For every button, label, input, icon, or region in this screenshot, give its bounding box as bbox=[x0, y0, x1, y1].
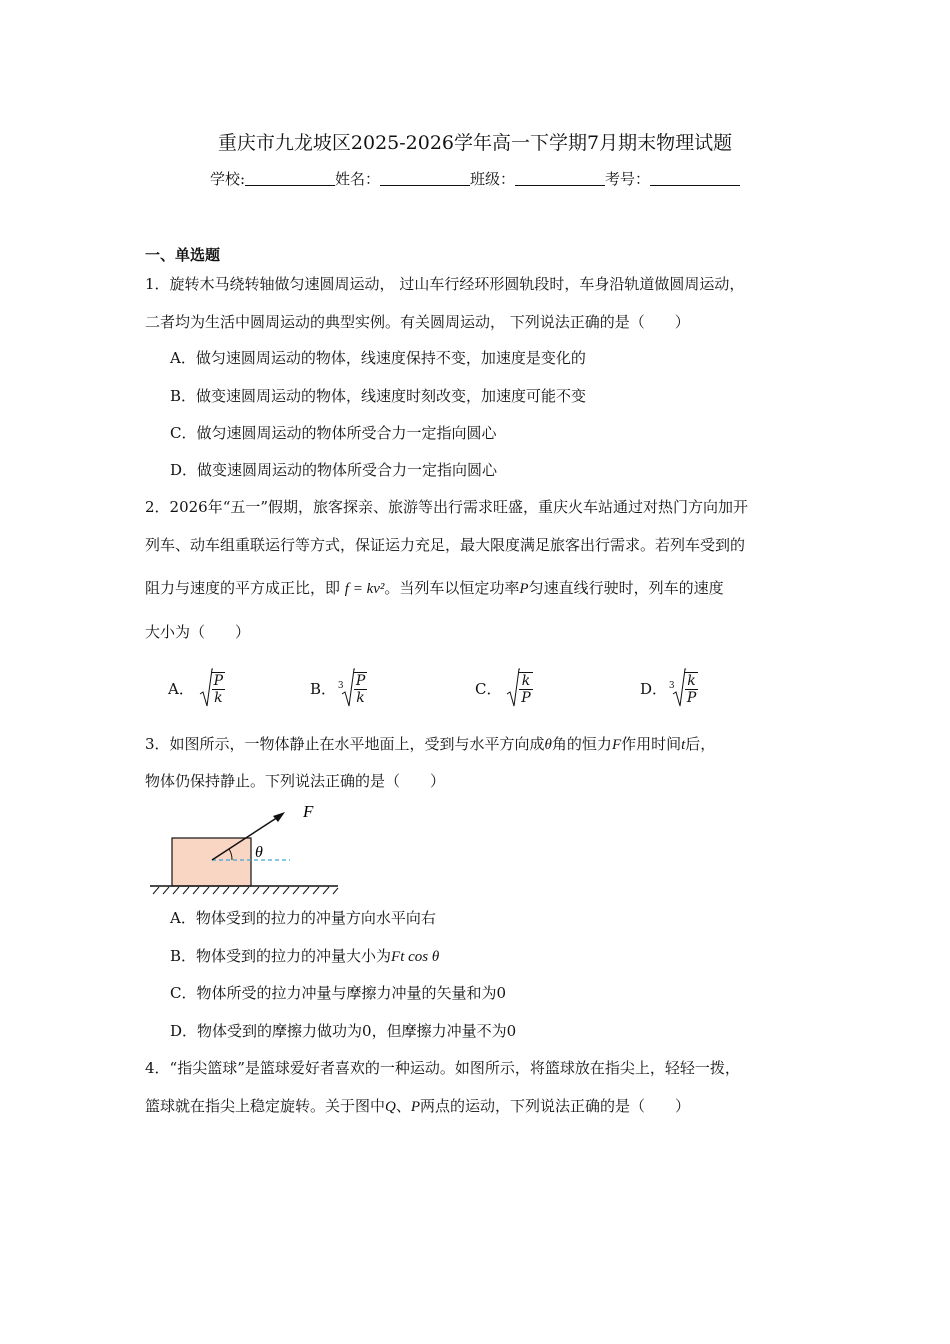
q2-option-a-radical bbox=[199, 668, 225, 710]
q2-option-a bbox=[168, 668, 225, 710]
q2-option-d-label: D． bbox=[640, 680, 668, 698]
q2-option-d-root-index: 3 bbox=[668, 681, 675, 691]
student-info-line bbox=[0, 168, 950, 189]
impulse-formula: Ft cos θ bbox=[391, 949, 440, 965]
radical-sign-icon bbox=[199, 668, 213, 710]
q4-separator: 、 bbox=[395, 1097, 411, 1115]
school-blank bbox=[245, 171, 335, 186]
q2-option-d-radical bbox=[668, 668, 698, 710]
name-blank bbox=[380, 171, 470, 186]
q2-stem-line4: 大小为（ ） bbox=[145, 623, 251, 641]
q2-option-c-numerator: k bbox=[519, 673, 532, 690]
power-symbol: P bbox=[519, 581, 529, 597]
q2-option-b-radical bbox=[337, 668, 367, 710]
q2-option-b-label: B． bbox=[310, 680, 337, 698]
arrowhead-icon bbox=[273, 812, 285, 822]
block-force-diagram bbox=[145, 798, 345, 898]
force-label: F bbox=[303, 802, 314, 821]
q2-line3-text-b: 。当列车以恒定功率 bbox=[384, 579, 520, 597]
q2-option-c-radical bbox=[506, 668, 532, 710]
q2-line3-text-c: 匀速直线行驶时，列车的速度 bbox=[528, 579, 724, 597]
q4-line2-text-b: 两点的运动，下列说法正确的是（ ） bbox=[420, 1097, 691, 1115]
q4-stem-line2 bbox=[145, 1096, 815, 1117]
force-symbol: F bbox=[611, 737, 622, 753]
q2-option-b bbox=[310, 668, 367, 710]
q2-option-d-denominator: P bbox=[686, 690, 697, 706]
time-symbol: t bbox=[681, 737, 686, 753]
q2-option-c bbox=[475, 668, 533, 710]
angle-label: θ bbox=[255, 844, 263, 861]
q4-line2-text-a: 篮球就在指尖上稳定旋转。关于图中 bbox=[145, 1097, 386, 1115]
q1-option-b: B．做变速圆周运动的物体，线速度时刻改变，加速度可能不变 bbox=[170, 387, 587, 405]
q1-stem-line1: 1．旋转木马绕转轴做匀速圆周运动， 过山车行经环形圆轨段时，车身沿轨道做圆周运动， bbox=[145, 275, 745, 293]
q3-stem-line1 bbox=[145, 734, 815, 755]
q1-option-d: D．做变速圆周运动的物体所受合力一定指向圆心 bbox=[170, 461, 498, 479]
q3-option-a: A．物体受到的拉力的冲量方向水平向右 bbox=[170, 909, 436, 927]
q3-line1-text-b: 角的恒力 bbox=[551, 735, 612, 753]
drag-formula: f = kv² bbox=[344, 581, 385, 597]
radical-sign-icon bbox=[506, 668, 520, 710]
school-label: 学校: bbox=[209, 170, 245, 188]
number-label: 考号： bbox=[605, 170, 651, 188]
q3-option-d: D．物体受到的摩擦力做功为0，但摩擦力冲量不为0 bbox=[170, 1022, 517, 1040]
name-label: 姓名： bbox=[335, 170, 381, 188]
q2-stem-line1: 2．2026年“五一”假期，旅客探亲、旅游等出行需求旺盛，重庆火车站通过对热门方向加开 bbox=[145, 498, 749, 516]
q3-line1-text-d: 后， bbox=[685, 735, 716, 753]
q1-stem-line2: 二者均为生活中圆周运动的典型实例。有关圆周运动， 下列说法正确的是（ ） bbox=[145, 313, 690, 331]
q1-option-c: C．做匀速圆周运动的物体所受合力一定指向圆心 bbox=[170, 424, 497, 442]
q2-option-d-numerator: k bbox=[685, 673, 698, 690]
point-p-symbol: P bbox=[410, 1099, 421, 1115]
q2-stem-line2: 列车、动车组重联运行等方式，保证运力充足，最大限度满足旅客出行需求。若列车受到的 bbox=[145, 536, 746, 554]
q4-stem-line1: 4．“指尖篮球”是篮球爱好者喜欢的一种运动。如图所示，将篮球放在指尖上，轻轻一拨， bbox=[145, 1059, 740, 1077]
q3-option-c: C．物体所受的拉力冲量与摩擦力冲量的矢量和为0 bbox=[170, 984, 507, 1002]
q2-option-b-numerator: P bbox=[355, 673, 366, 689]
theta-symbol: θ bbox=[544, 737, 552, 753]
block bbox=[172, 838, 251, 886]
q2-option-a-numerator: P bbox=[213, 673, 224, 689]
q3-line1-text-a: 3．如图所示，一物体静止在水平地面上，受到与水平方向成 bbox=[145, 735, 545, 753]
q2-line3-text-a: 阻力与速度的平方成正比，即 bbox=[145, 579, 341, 597]
q2-option-a-label: A． bbox=[168, 680, 194, 698]
q1-option-a: A．做匀速圆周运动的物体，线速度保持不变，加速度是变化的 bbox=[170, 349, 586, 367]
q2-stem-line3 bbox=[145, 578, 815, 599]
page-title: 重庆市九龙坡区2025-2026学年高一下学期7月期末物理试题 bbox=[217, 132, 733, 154]
q3-option-b-text: B．物体受到的拉力的冲量大小为 bbox=[170, 947, 392, 965]
q2-option-a-denominator: k bbox=[214, 690, 223, 706]
q3-option-b bbox=[170, 946, 439, 967]
q3-line1-text-c: 作用时间 bbox=[621, 735, 682, 753]
q2-option-d bbox=[640, 668, 698, 710]
ground-hatching bbox=[153, 887, 338, 894]
q3-stem-line2: 物体仍保持静止。下列说法正确的是（ ） bbox=[145, 772, 446, 790]
q2-option-b-root-index: 3 bbox=[337, 681, 344, 691]
class-blank bbox=[515, 171, 605, 186]
q2-option-c-label: C． bbox=[475, 680, 502, 698]
q2-option-b-denominator: k bbox=[356, 690, 365, 706]
q2-option-c-denominator: P bbox=[521, 690, 531, 706]
class-label: 班级： bbox=[470, 170, 516, 188]
section-title: 一、单选题 bbox=[145, 246, 221, 264]
number-blank bbox=[650, 171, 740, 186]
point-q-symbol: Q bbox=[385, 1099, 396, 1115]
